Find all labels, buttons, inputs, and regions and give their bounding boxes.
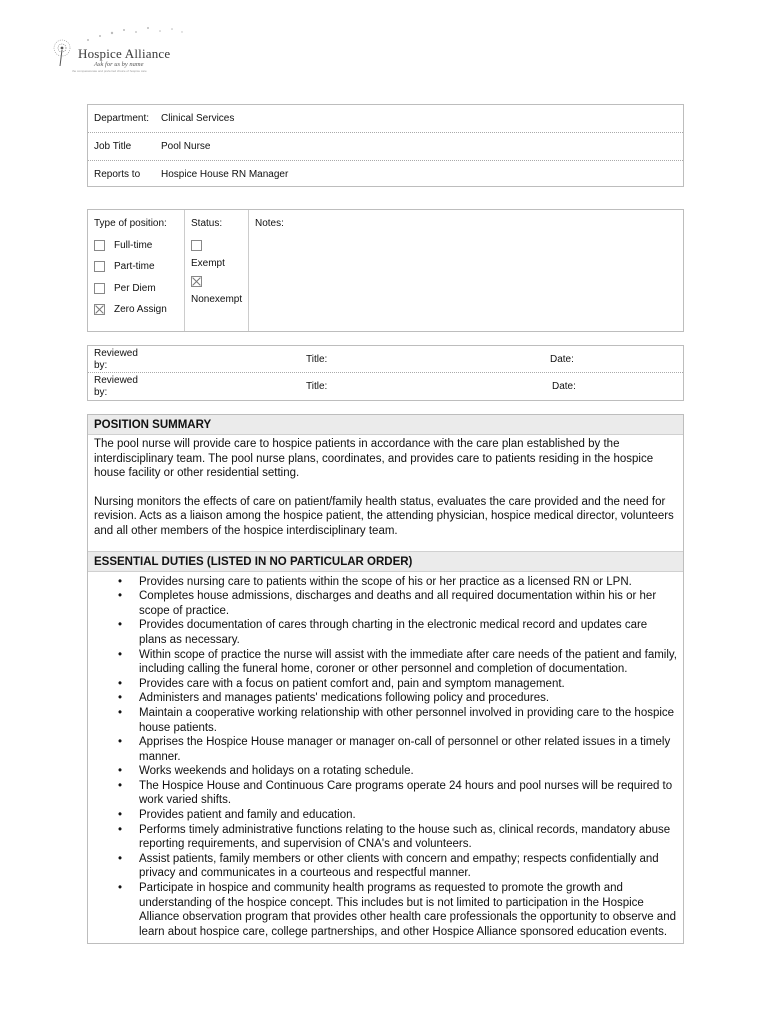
review-row [88,346,683,372]
reports-to-label: Reports to [94,169,141,180]
reviewed-by-label: Reviewed by: [94,348,138,371]
duty-item: • The Hospice House and Continuous Care programs operate 24 hours and pool nurses will be required to work varied shifts. [94,779,677,808]
type-option-part-time[interactable] [94,261,155,272]
duty-item: • Works weekends and holidays on a rotating schedule. [94,764,677,779]
essential-duties-heading: ESSENTIAL DUTIES (LISTED IN NO PARTICULAR ORDER) [88,551,683,572]
status-option-exempt[interactable] [191,240,225,269]
position-summary-section [87,414,684,944]
date-label: Date: [552,381,576,392]
reports-to-value: Hospice House RN Manager [161,169,289,180]
checked-checkbox-icon[interactable] [191,276,202,287]
exempt-label: Exempt [191,258,225,269]
checkbox-icon[interactable] [191,240,202,251]
logo-tagline: Ask for us by name [94,61,144,68]
type-label: Type of position: [94,218,167,229]
hospice-alliance-logo [52,24,182,74]
duty-item: • Assist patients, family members or other clients with concern and empathy; respects confidentially and privacy and communicates in a courteous and respectful manner. [94,852,677,881]
title-label: Title: [306,381,328,392]
duties-list [94,575,677,940]
duty-item: • Provides nursing care to patients within the scope of his or her practice as a licensed RN or LPN. [94,575,677,590]
title-label: Title: [306,354,328,365]
type-column [88,210,185,331]
checkbox-icon[interactable] [94,240,105,251]
reviewed-by-label: Reviewed by: [94,375,138,398]
department-row [88,105,683,133]
duty-item: • Provides patient and family and education. [94,808,677,823]
status-label: Status: [191,218,223,229]
status-column [185,210,249,331]
duty-item: • Maintain a cooperative working relationship with other personnel involved in providing care to the hospice house patients. [94,706,677,735]
job-title-row [88,133,683,161]
position-summary-heading: POSITION SUMMARY [88,415,683,435]
type-option-per-diem[interactable] [94,283,156,294]
duty-item: • Administers and manages patients' medications following policy and procedures. [94,691,677,706]
summary-paragraph: The pool nurse will provide care to hospice patients in accordance with the care plan established by the interdisciplinary team. The pool nurse plans, coordinates, and provides care to patients residing in the hospice house facility or other residential setting. [94,438,654,480]
review-table [87,345,684,401]
checkbox-icon[interactable] [94,283,105,294]
job-title-value: Pool Nurse [161,141,211,152]
duty-item: • Completes house admissions, discharges and deaths and all required documentation within his or her scope of practice. [94,589,677,618]
dandelion-icon [52,36,78,66]
part-time-label: Part-time [114,261,155,272]
reports-to-row [88,161,683,188]
date-label: Date: [550,354,574,365]
type-option-zero-assign[interactable] [94,304,167,315]
checkbox-icon[interactable] [94,261,105,272]
seed-trail-icon [78,24,188,48]
review-row [88,372,683,399]
duty-item: • Provides care with a focus on patient comfort and, pain and symptom management. [94,677,677,692]
zero-assign-label: Zero Assign [114,304,167,315]
notes-label: Notes: [255,218,284,229]
type-option-full-time[interactable] [94,240,152,251]
per-diem-label: Per Diem [114,283,156,294]
notes-column [249,210,683,331]
job-title-label: Job Title [94,141,132,152]
duty-item: • Apprises the Hospice House manager or manager on-call of personnel or other related issues in a timely manner. [94,735,677,764]
department-value: Clinical Services [161,113,235,124]
full-time-label: Full-time [114,240,153,251]
logo-fine-print: the compassionate and preferred choice of hospice care [72,69,147,73]
checked-checkbox-icon[interactable] [94,304,105,315]
position-table [87,209,684,332]
department-label: Department: [94,113,150,124]
duty-item: • Participate in hospice and community health programs as requested to promote the growth and understanding of the hospice concept. This includes but is not limited to participation in the Hospice Alliance observation program that provides other health care professionals the opportunity to observe and learn about hospice care, college partnerships, and other Hospice Alliance sponsored education events. [94,881,677,939]
duty-item: • Provides documentation of cares through charting in the electronic medical record and updates care plans as necessary. [94,618,677,647]
summary-paragraph: Nursing monitors the effects of care on patient/family health status, evaluates the care provided and the need for revision. Acts as a liaison among the hospice patient, the attending physician, hospice medical director, volunteers and all other members of the hospice interdisciplinary team. [94,495,674,537]
duty-item: • Within scope of practice the nurse will assist with the immediate after care needs of the patient and family, including calling the funeral home, coroner or other personnel and completion of documentation. [94,648,677,677]
status-option-nonexempt[interactable] [191,276,242,305]
duty-item: • Performs timely administrative functions relating to the house such as, clinical records, mandatory abuse reporting requirements, and supervision of CNA's and volunteers. [94,823,677,852]
nonexempt-label: Nonexempt [191,294,243,305]
logo-name: Hospice Alliance [78,46,171,61]
job-info-table [87,104,684,187]
